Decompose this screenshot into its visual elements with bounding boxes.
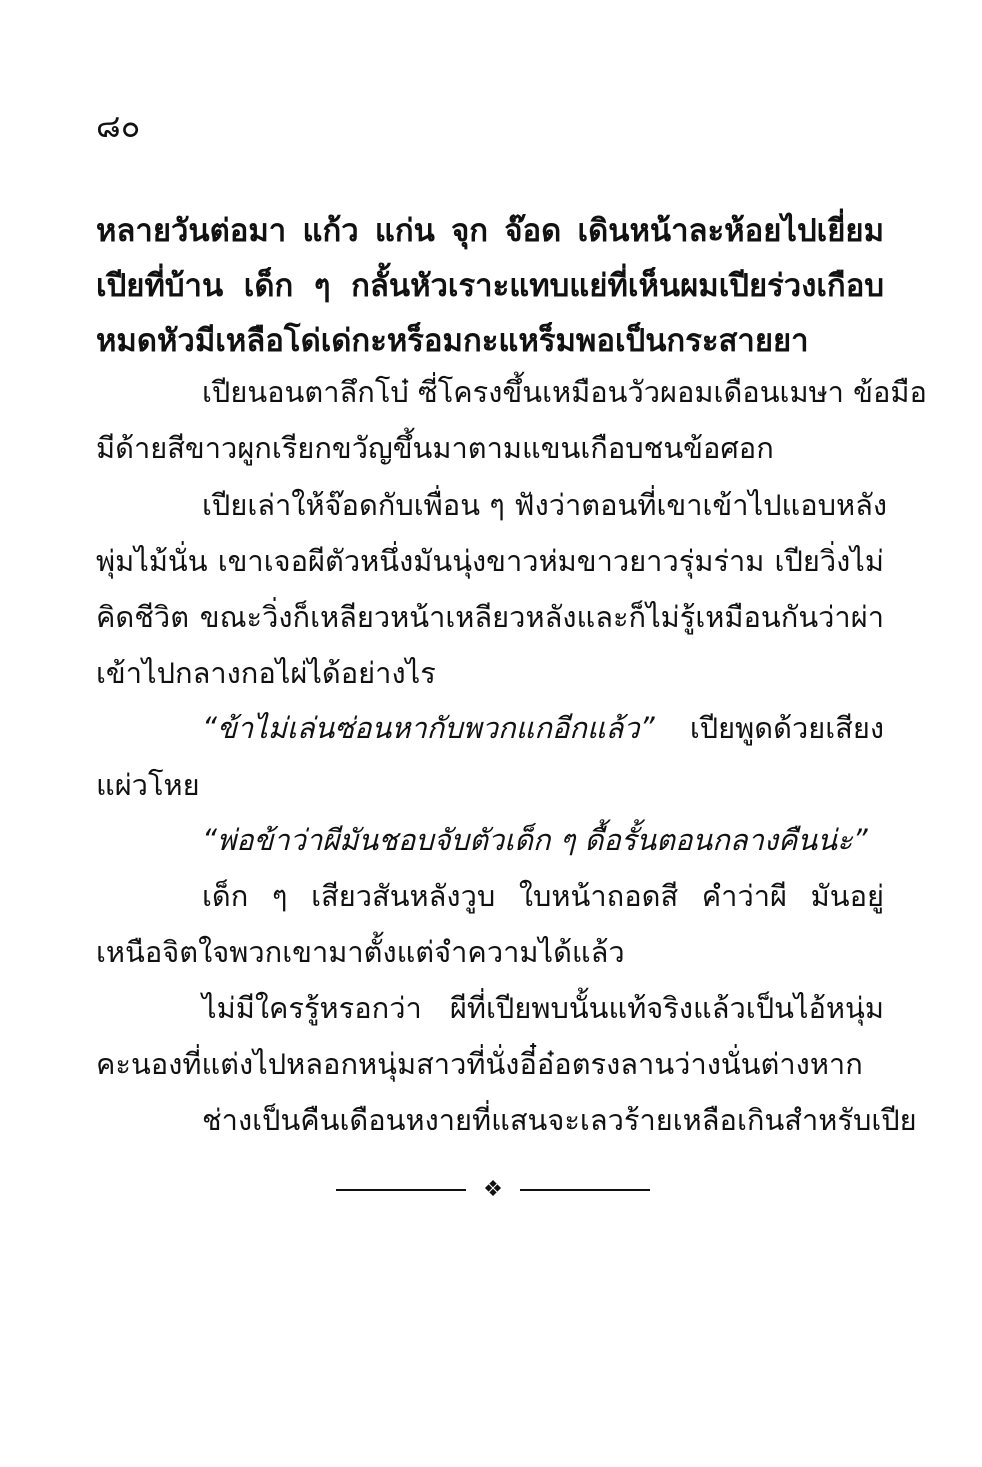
dialogue-quote: “พ่อข้าว่าผีมันชอบจับตัวเด็ก ๆ ดื้อรั้นตอนกลางคืนน่ะ” <box>202 823 868 857</box>
section-divider <box>336 1178 650 1202</box>
paragraph-line: คะนองที่แต่งไปหลอกหนุ่มสาวที่นั่งอี๋อ๋อตรงลานว่างนั่นต่างหาก <box>96 1047 863 1081</box>
chapter-opening-line: หมดหัวมีเหลือโด่เด่กะหร็อมกะแหร็มพอเป็นกระสายยา <box>96 323 809 359</box>
paragraph-line: มีด้ายสีขาวผูกเรียกขวัญขึ้นมาตามแขนเกือบชนข้อศอก <box>96 431 774 465</box>
dialogue-attribution: เปียพูดด้วยเสียง <box>689 711 884 745</box>
paragraph-line: ไม่มีใครรู้หรอกว่า ผีที่เปียพบนั้นแท้จริงแล้วเป็นไอ้หนุ่ม <box>202 991 884 1025</box>
dialogue-line <box>202 700 884 756</box>
divider-rule-right <box>520 1189 650 1191</box>
paragraph-line: แผ่วโหย <box>96 768 200 802</box>
paragraph-line: พุ่มไม้นั่น เขาเจอผีตัวหนึ่งมันนุ่งขาวห่มขาวยาวรุ่มร่าม เปียวิ่งไม่ <box>96 544 884 578</box>
paragraph-line: คิดชีวิต ขณะวิ่งก็เหลียวหน้าเหลียวหลังและก็ไม่รู้เหมือนกันว่าผ่า <box>96 600 884 634</box>
chapter-opening-line: เปียที่บ้าน เด็ก ๆ กลั้นหัวเราะแทบแย่ที่เห็นผมเปียร่วงเกือบ <box>96 268 884 304</box>
page-number: ๘๐ <box>96 107 141 145</box>
paragraph-line: ช่างเป็นคืนเดือนหงายที่แสนจะเลวร้ายเหลือเกินสำหรับเปีย <box>202 1103 917 1137</box>
diamond-ornament-icon: ❖ <box>483 1177 503 1202</box>
paragraph-line: เปียนอนตาลึกโบ๋ ซี่โครงขึ้นเหมือนวัวผอมเดือนเมษา ข้อมือ <box>202 375 927 409</box>
paragraph-line: เหนือจิตใจพวกเขามาตั้งแต่จำความได้แล้ว <box>96 935 625 969</box>
dialogue-quote: “ข้าไม่เล่นซ่อนหากับพวกแกอีกแล้ว” <box>202 711 655 745</box>
divider-rule-left <box>336 1189 466 1191</box>
paragraph-line: เข้าไปกลางกอไผ่ได้อย่างไร <box>96 656 436 690</box>
chapter-opening-line: หลายวันต่อมา แก้ว แก่น จุก จ๊อด เดินหน้าละห้อยไปเยี่ยม <box>96 213 884 249</box>
paragraph-line: เด็ก ๆ เสียวสันหลังวูบ ใบหน้าถอดสี คำว่าผี มันอยู่ <box>202 879 884 913</box>
paragraph-line: เปียเล่าให้จ๊อดกับเพื่อน ๆ ฟังว่าตอนที่เขาเข้าไปแอบหลัง <box>202 488 888 522</box>
